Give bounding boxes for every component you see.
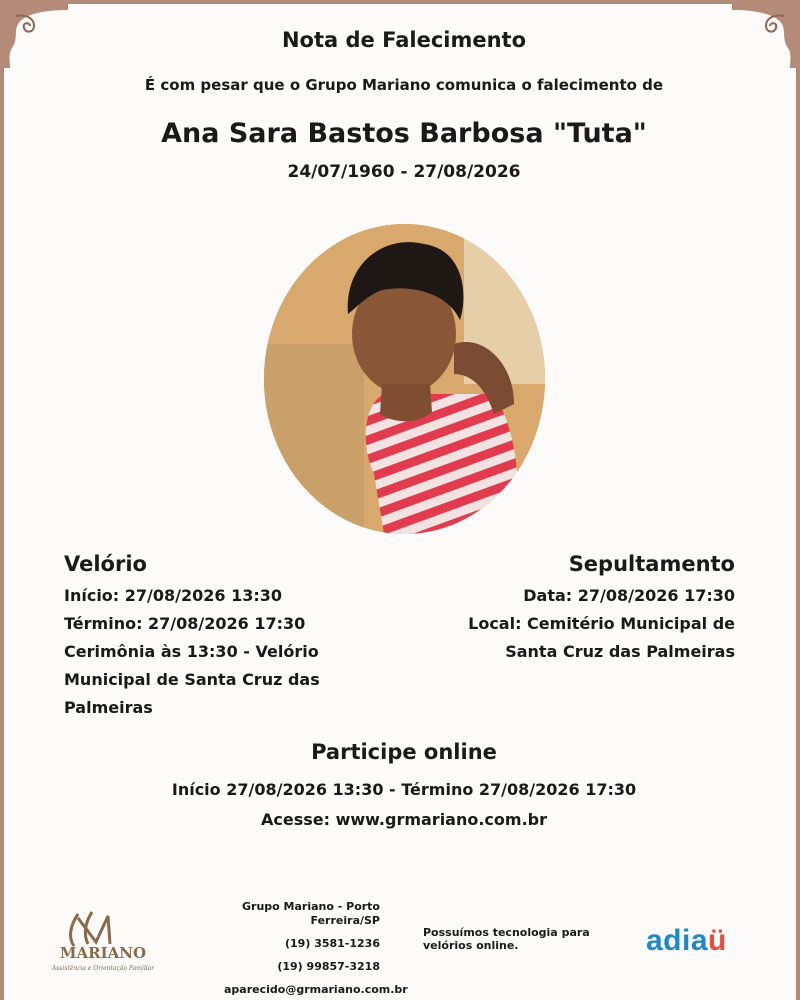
phone-2[interactable]: (19) 99857-3218 [277, 960, 380, 973]
logo-tagline: Assistência e Orientação Familiar [51, 965, 155, 972]
deceased-portrait [264, 224, 545, 534]
sepultamento-date: Data: 27/08/2026 17:30 [523, 586, 735, 605]
company-line2: Ferreira/SP [310, 914, 380, 927]
contact-email[interactable]: aparecido@grmariano.com.br [224, 983, 408, 996]
life-dates: 24/07/1960 - 27/08/2026 [287, 162, 521, 182]
adiau-logo-main: adia [646, 924, 709, 957]
deceased-name: Ana Sara Bastos Barbosa "Tuta" [161, 118, 647, 149]
velorio-ceremony-line3: Palmeiras [64, 698, 153, 717]
adiau-logo [646, 924, 727, 958]
velorio-section [64, 552, 364, 722]
notice-intro: É com pesar que o Grupo Mariano comunica o falecimento de [144, 76, 664, 94]
online-tech-note: Possuímos tecnologia para velórios online. [423, 926, 590, 952]
sepultamento-section [415, 552, 735, 666]
company-name [224, 900, 380, 928]
online-access-link[interactable]: Acesse: www.grmariano.com.br [261, 810, 547, 829]
adiau-logo-accent: ü [708, 924, 727, 957]
velorio-end: Término: 27/08/2026 17:30 [64, 614, 306, 633]
sepultamento-location-line2: Santa Cruz das Palmeiras [505, 642, 735, 661]
velorio-ceremony-line1: Cerimônia às 13:30 - Velório [64, 642, 319, 661]
sepultamento-heading: Sepultamento [568, 552, 735, 576]
velorio-heading: Velório [64, 552, 147, 576]
logo-wordmark: MARIANO [59, 944, 147, 962]
velorio-start: Início: 27/08/2026 13:30 [64, 586, 283, 605]
contact-block [224, 900, 408, 1000]
sepultamento-location-line1: Local: Cemitério Municipal de [468, 614, 735, 633]
notice-title: Nota de Falecimento [281, 28, 527, 52]
mariano-logo [48, 908, 158, 974]
company-line1: Grupo Mariano - Porto [241, 900, 380, 913]
online-heading: Participe online [311, 740, 497, 764]
online-times: Início 27/08/2026 13:30 - Término 27/08/2026 17:30 [171, 780, 637, 799]
velorio-ceremony-line2: Municipal de Santa Cruz das [64, 670, 320, 689]
phone-1[interactable]: (19) 3581-1236 [285, 937, 380, 950]
